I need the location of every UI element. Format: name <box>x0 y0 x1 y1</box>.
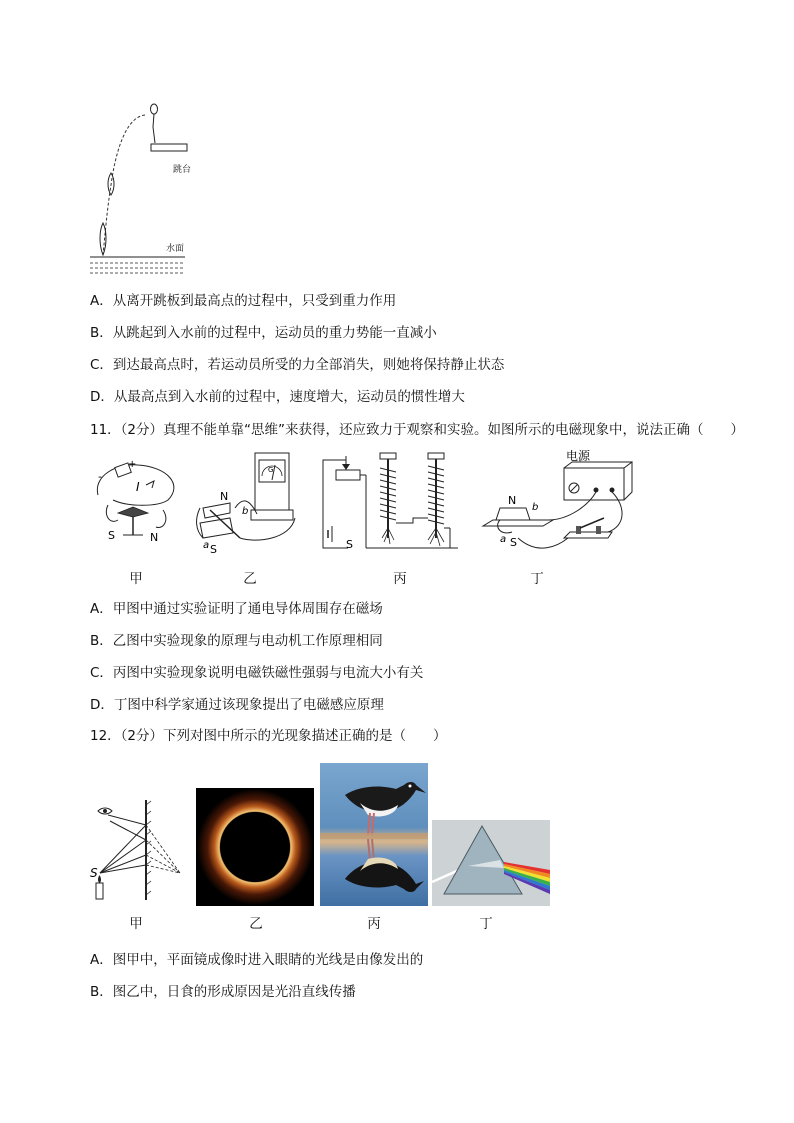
moon-disk <box>220 812 290 882</box>
q11-figure-ding <box>478 446 638 561</box>
svg-text:S: S <box>510 536 517 549</box>
svg-text:-: - <box>98 470 102 483</box>
q12-caption-bing: 丙 <box>367 916 381 932</box>
q12-option-b: B．图乙中，日食的形成原因是光沿直线传播 <box>90 984 356 1000</box>
svg-text:a: a <box>500 534 507 545</box>
diver-head <box>151 104 158 114</box>
q11-figure-bing <box>318 448 458 560</box>
svg-text:N: N <box>150 531 159 544</box>
svg-text:b: b <box>532 502 539 513</box>
svg-text:N: N <box>220 490 229 503</box>
svg-text:+: + <box>128 459 137 470</box>
q10-option-b: B．从跳起到入水前的过程中，运动员的重力势能一直减小 <box>90 325 437 341</box>
q11-option-c: C．丙图中实验现象说明电磁铁磁性强弱与电流大小有关 <box>90 665 424 681</box>
q12-stem: 12．（2分）下列对图中所示的光现象描述正确的是（ ） <box>90 728 447 744</box>
diving-figure <box>85 95 200 280</box>
q12-figure-jia <box>88 795 188 905</box>
q12-figure-bing <box>320 763 428 906</box>
svg-text:a: a <box>203 540 210 551</box>
platform-label: 跳台 <box>173 165 192 175</box>
q11-figure-jia <box>88 455 193 555</box>
water-label: 水面 <box>166 244 185 254</box>
svg-text:S: S <box>108 529 115 542</box>
candle-icon <box>96 883 103 899</box>
svg-text:I: I <box>136 480 140 494</box>
svg-text:电源: 电源 <box>566 449 591 463</box>
q12-figure-yi <box>196 788 314 906</box>
svg-text:S: S <box>210 543 217 556</box>
q11-figure-yi <box>195 448 305 558</box>
svg-text:S: S <box>90 866 98 880</box>
q12-caption-jia: 甲 <box>129 916 143 932</box>
q10-option-d: D．从最高点到入水前的过程中，速度增大，运动员的惯性增大 <box>90 389 465 405</box>
svg-text:b: b <box>242 506 249 517</box>
svg-text:G: G <box>268 466 274 474</box>
q12-caption-yi: 乙 <box>249 916 263 932</box>
trajectory <box>103 115 145 255</box>
q11-option-d: D．丁图中科学家通过该现象提出了电磁感应原理 <box>90 697 384 713</box>
q11-option-b: B．乙图中实验现象的原理与电动机工作原理相同 <box>90 633 383 649</box>
platform <box>151 144 187 151</box>
q12-caption-ding: 丁 <box>479 916 493 932</box>
svg-text:S: S <box>346 538 353 551</box>
q11-caption-yi: 乙 <box>243 571 257 587</box>
q12-option-a: A．图甲中，平面镜成像时进入眼睛的光线是由像发出的 <box>90 952 424 968</box>
q10-option-c: C．到达最高点时，若运动员所受的力全部消失，则她将保持静止状态 <box>90 357 505 373</box>
svg-text:N: N <box>508 494 517 507</box>
q11-caption-jia: 甲 <box>129 571 143 587</box>
q11-caption-ding: 丁 <box>530 571 544 587</box>
q12-figure-ding <box>432 820 550 906</box>
q11-option-a: A．甲图中通过实验证明了通电导体周围存在磁场 <box>90 601 383 617</box>
q11-stem: 11．（2分）真理不能单靠“思维”来获得，还应致力于观察和实验。如图所示的电磁现象中，说法正确（ ） <box>90 422 745 438</box>
q10-option-a: A．从离开跳板到最高点的过程中，只受到重力作用 <box>90 293 397 309</box>
q11-caption-bing: 丙 <box>393 571 407 587</box>
